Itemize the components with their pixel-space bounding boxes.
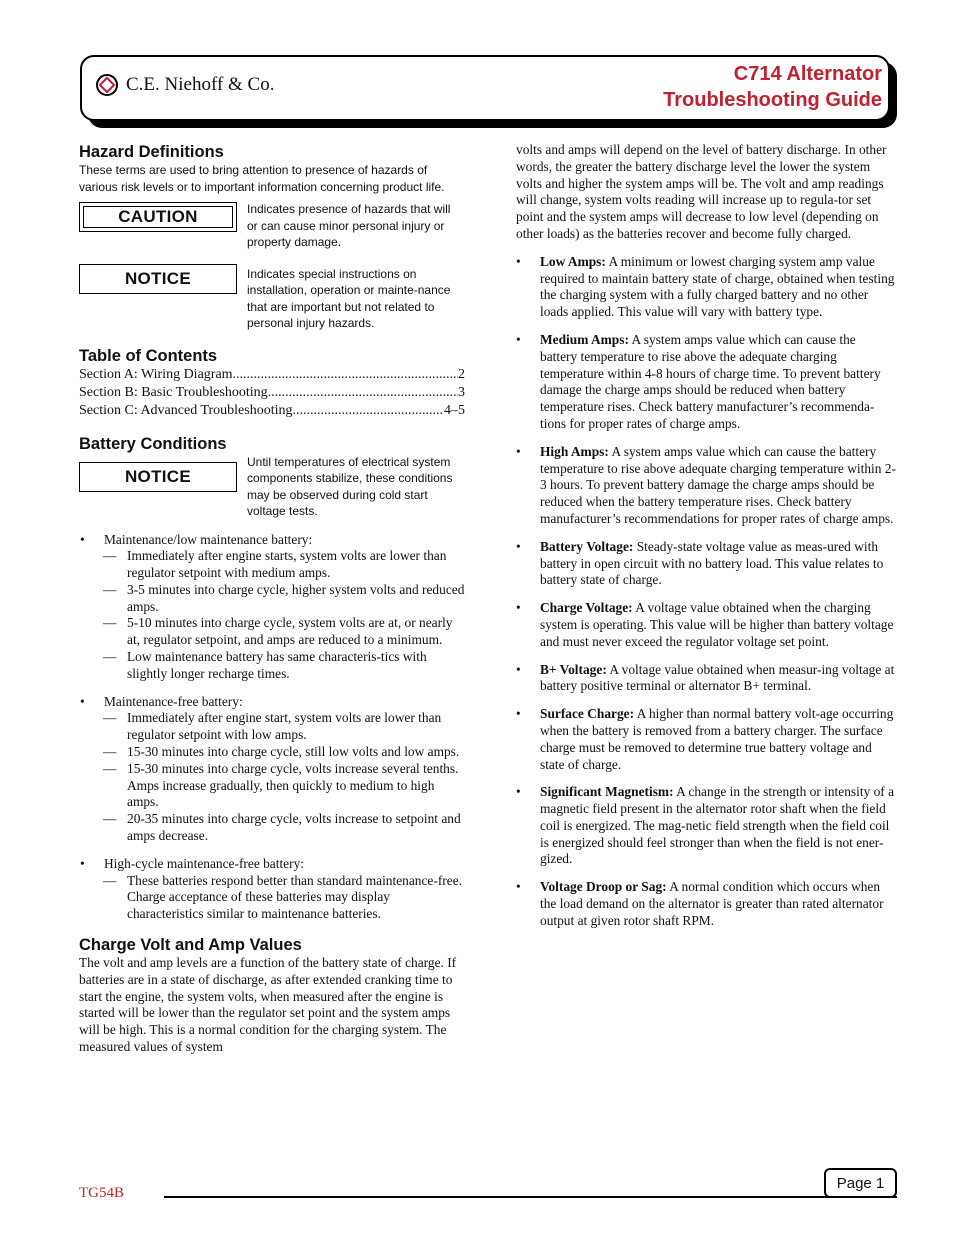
- company-logo: [96, 74, 274, 96]
- term-item: • Charge Voltage: A voltage value obtained when the charging system is operating. This value will be higher than battery voltage and must never exceed the regulator voltage set point.: [516, 600, 894, 649]
- notice-definition: [79, 266, 465, 332]
- list-item: — Low maintenance battery has same characteris-tics with slightly longer recharge times.: [103, 649, 427, 681]
- title-line-2: Troubleshooting Guide: [663, 89, 882, 111]
- title-line-1: C714 Alternator: [733, 63, 882, 85]
- document-title: [663, 61, 882, 113]
- term-item: • Medium Amps: A system amps value which can cause the battery temperature to rise above the adequate charging temperature within 4-8 hours of charge time. To prevent battery damage the charge amps should be reduced when battery temperature rises. Check battery manufacturer’s recommenda-tions for proper rates of charge amps.: [516, 331, 881, 431]
- term-item: • Voltage Droop or Sag: A normal condition which occurs when the load demand on the alternator is greater than rated alternator output at given rotor shaft RPM.: [516, 879, 884, 928]
- term-list: [516, 254, 896, 930]
- term-item: • Low Amps: A minimum or lowest charging system amp value required to maintain battery state of charge, obtained when testing the charging system with a fully charged battery and no other loads applied. This value will vary with battery type.: [516, 253, 895, 320]
- toc-item[interactable]: Section B: Basic Troubleshooting ..... 3: [79, 384, 465, 402]
- list-item: — 3-5 minutes into charge cycle, higher system volts and reduced amps.: [103, 581, 465, 614]
- term-item: • Significant Magnetism: A change in the strength or intensity of a magnetic field present in the alternator rotor shaft when the field coil is energized. The mag-netic field strength when the field coil is energized should feel stronger than when the field is not ener-gized.: [516, 784, 895, 867]
- battery-group: • Maintenance/low maintenance battery: — Immediately after engine starts, system volts are lower than regulator setpoint with medium amps. — 3-5 minutes into charge cycle, higher system volts and reduced amps. — 5-10 minutes into charge cycle, system volts are at, or nearly at, regulator setpoint, and amps are reduced to a minimum. — Low maintenance battery has same characteris-tics with slightly longer recharge times.: [80, 531, 465, 681]
- toc-item[interactable]: Section C: Advanced Troubleshooting ..... 4–5: [79, 402, 465, 420]
- list-item: — Immediately after engine starts, system volts are lower than regulator setpoint with medium amps.: [103, 548, 447, 581]
- hazard-heading: Hazard Definitions: [79, 143, 224, 161]
- caution-label: CAUTION: [118, 207, 198, 226]
- term-item: • B+ Voltage: A voltage value obtained when measur-ing voltage at battery positive terminal or alternator B+ terminal.: [516, 661, 895, 694]
- charge-values-text: The volt and amp levels are a function of the battery state of charge. If batteries are in a state of discharge, as after extended cranking time to start the engine, the system volts, when measured after the engine is started will be lower than the regulator set point and the system amps will be high. This is a normal condition for the charging system. The measured values of system: [79, 955, 457, 1055]
- notice-label: NOTICE: [124, 268, 192, 288]
- battery-groups: [79, 532, 465, 924]
- battery-group: • High-cycle maintenance-free battery: — These batteries respond better than standard maintenance-free. Charge acceptance of these batteries may display characteristics similar to maintenance batteries.: [79, 856, 465, 923]
- list-item: — 5-10 minutes into charge cycle, system volts are at, or nearly at, regulator setpoint, and amps are reduced to a minimum.: [103, 615, 453, 648]
- toc-list: [79, 366, 465, 420]
- list-item: — 15-30 minutes into charge cycle, volts increase several tenths. Amps increase gradually, then quickly to medium to high amps.: [103, 760, 459, 810]
- battery-notice: [79, 454, 465, 520]
- caution-definition: [79, 201, 465, 251]
- notice-box: [79, 264, 237, 294]
- toc-heading: Table of Contents: [79, 346, 218, 365]
- term-item: • Battery Voltage: Steady-state voltage value as meas-ured with battery in open circuit with no battery load. This value relates to battery state of charge.: [516, 538, 884, 588]
- company-name: C.E. Niehoff & Co.: [126, 74, 275, 95]
- charge-values-heading: Charge Volt and Amp Values: [79, 936, 302, 955]
- battery-heading: Battery Conditions: [79, 434, 227, 453]
- term-item: • High Amps: A system amps value which can cause the battery temperature to rise above adequate charging temperature within 2-3 hours. To prevent battery damage the charge amps should be reduced when the battery temperature rises. Check battery manufacturer’s recommendations for proper rates of charge amps.: [516, 443, 896, 526]
- battery-notice-description: Until temperatures of electrical system components stabilize, these conditions may be observed during cold start voltage tests.: [247, 454, 453, 518]
- toc-item[interactable]: Section A: Wiring Diagram ..... 2: [79, 366, 465, 384]
- notice-label: NOTICE: [124, 466, 192, 486]
- page-number: Page 1: [824, 1168, 897, 1198]
- hazard-intro: These terms are used to bring attention to presence of hazards of various risk levels or to important information concerning product life.: [79, 163, 445, 194]
- caution-description: Indicates presence of hazards that will or can cause minor personal injury or property damage.: [247, 202, 451, 249]
- footer-rule: [164, 1196, 897, 1198]
- battery-group: • Maintenance-free battery: — Immediately after engine start, system volts are lower than regulator setpoint with low amps. — 15-30 minutes into charge cycle, still low volts and low amps. — 15-30 minutes into charge cycle, volts increase several tenths. Amps increase gradually, then quickly to medium to high amps. — 20-35 minutes into charge cycle, volts increase to setpoint and amps decrease.: [79, 694, 465, 845]
- caution-box: [79, 202, 237, 232]
- list-item: — 15-30 minutes into charge cycle, still low volts and low amps.: [103, 744, 460, 760]
- list-item: — Immediately after engine start, system volts are lower than regulator setpoint with low amps.: [103, 710, 442, 743]
- logo-emblem-icon: [96, 74, 118, 96]
- list-item: — These batteries respond better than standard maintenance-free. Charge acceptance of these batteries may display characteristics similar to maintenance batteries.: [103, 872, 462, 922]
- term-item: • Surface Charge: A higher than normal battery volt-age occurring when the battery is removed from a battery charger. The surface charge must be removed to determine true battery voltage and state of charge.: [516, 706, 894, 772]
- notice-box: [79, 462, 237, 492]
- notice-description: Indicates special instructions on installation, operation or mainte-nance that are important but not related to personal injury hazards.: [247, 266, 451, 330]
- document-code: TG54B: [79, 1185, 124, 1201]
- list-item: — 20-35 minutes into charge cycle, volts increase to setpoint and amps decrease.: [103, 811, 461, 844]
- left-column: [79, 142, 465, 1056]
- charge-values-continued: volts and amps will depend on the level of battery discharge. In other words, the greater the battery discharge level the lower the system volts and higher the system amps will be. The volt and amp readings will change, system volts reading will increase up to regula-tor set point and the system amps will decrease to low level (depending on other loads) as the batteries recover and become fully charged.: [516, 142, 887, 241]
- right-column: [516, 142, 896, 930]
